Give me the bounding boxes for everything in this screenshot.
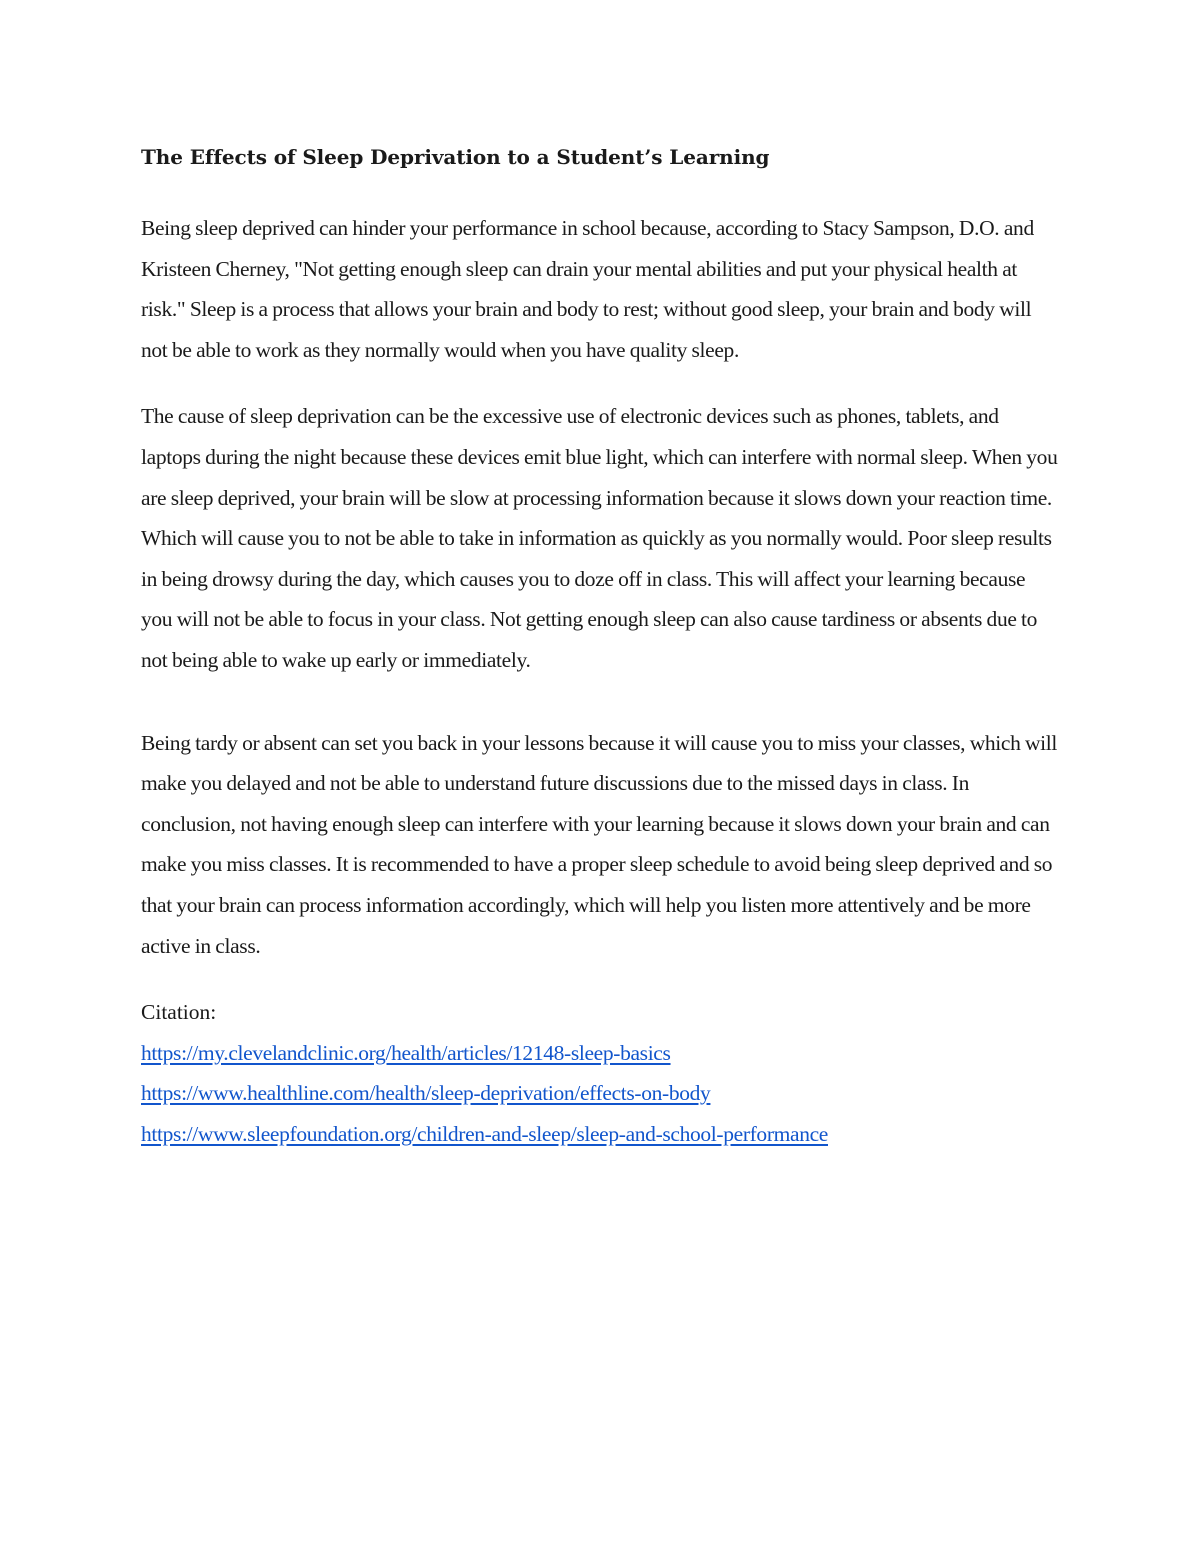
citation-label: Citation: bbox=[141, 1000, 217, 1025]
paragraph-1: Being sleep deprived can hinder your performance in school because, according to Stacy Sampson, D.O. and Kristeen Cherney, "Not getting enough sleep can drain your mental abilities and put your physical health at risk." Sleep is a process that allows your brain and body to rest; without good sleep, your brain and body will not be able to work as they normally would when you have quality sleep. bbox=[141, 216, 1034, 362]
citation-link-clevelandclinic[interactable]: https://my.clevelandclinic.org/health/articles/12148-sleep-basics bbox=[141, 1040, 671, 1065]
citation-link-sleepfoundation[interactable]: https://www.sleepfoundation.org/children-and-sleep/sleep-and-school-performance bbox=[141, 1121, 828, 1146]
citation-link-healthline[interactable]: https://www.healthline.com/health/sleep-deprivation/effects-on-body bbox=[141, 1081, 711, 1106]
citation-section bbox=[141, 992, 1060, 1154]
paragraph-3: Being tardy or absent can set you back in your lessons because it will cause you to miss your classes, which will make you delayed and not be able to understand future discussions due to the missed days in class. In conclusion, not having enough sleep can interfere with your learning because it slows down your brain and can make you miss classes. It is recommended to have a proper sleep schedule to avoid being sleep deprived and so that your brain can process information accordingly, which will help you listen more attentively and be more active in class. bbox=[141, 730, 1058, 958]
document-title: The Effects of Sleep Deprivation to a Student’s Learning bbox=[141, 145, 770, 169]
paragraph-2: The cause of sleep deprivation can be the excessive use of electronic devices such as phones, tablets, and laptops during the night because these devices emit blue light, which can interfere with normal sleep. When you are sleep deprived, your brain will be slow at processing information because it slows down your reaction time. Which will cause you to not be able to take in information as quickly as you normally would. Poor sleep results in being drowsy during the day, which causes you to doze off in class. This will affect your learning because you will not be able to focus in your class. Not getting enough sleep can also cause tardiness or absents due to not being able to wake up early or immediately. bbox=[141, 404, 1058, 672]
